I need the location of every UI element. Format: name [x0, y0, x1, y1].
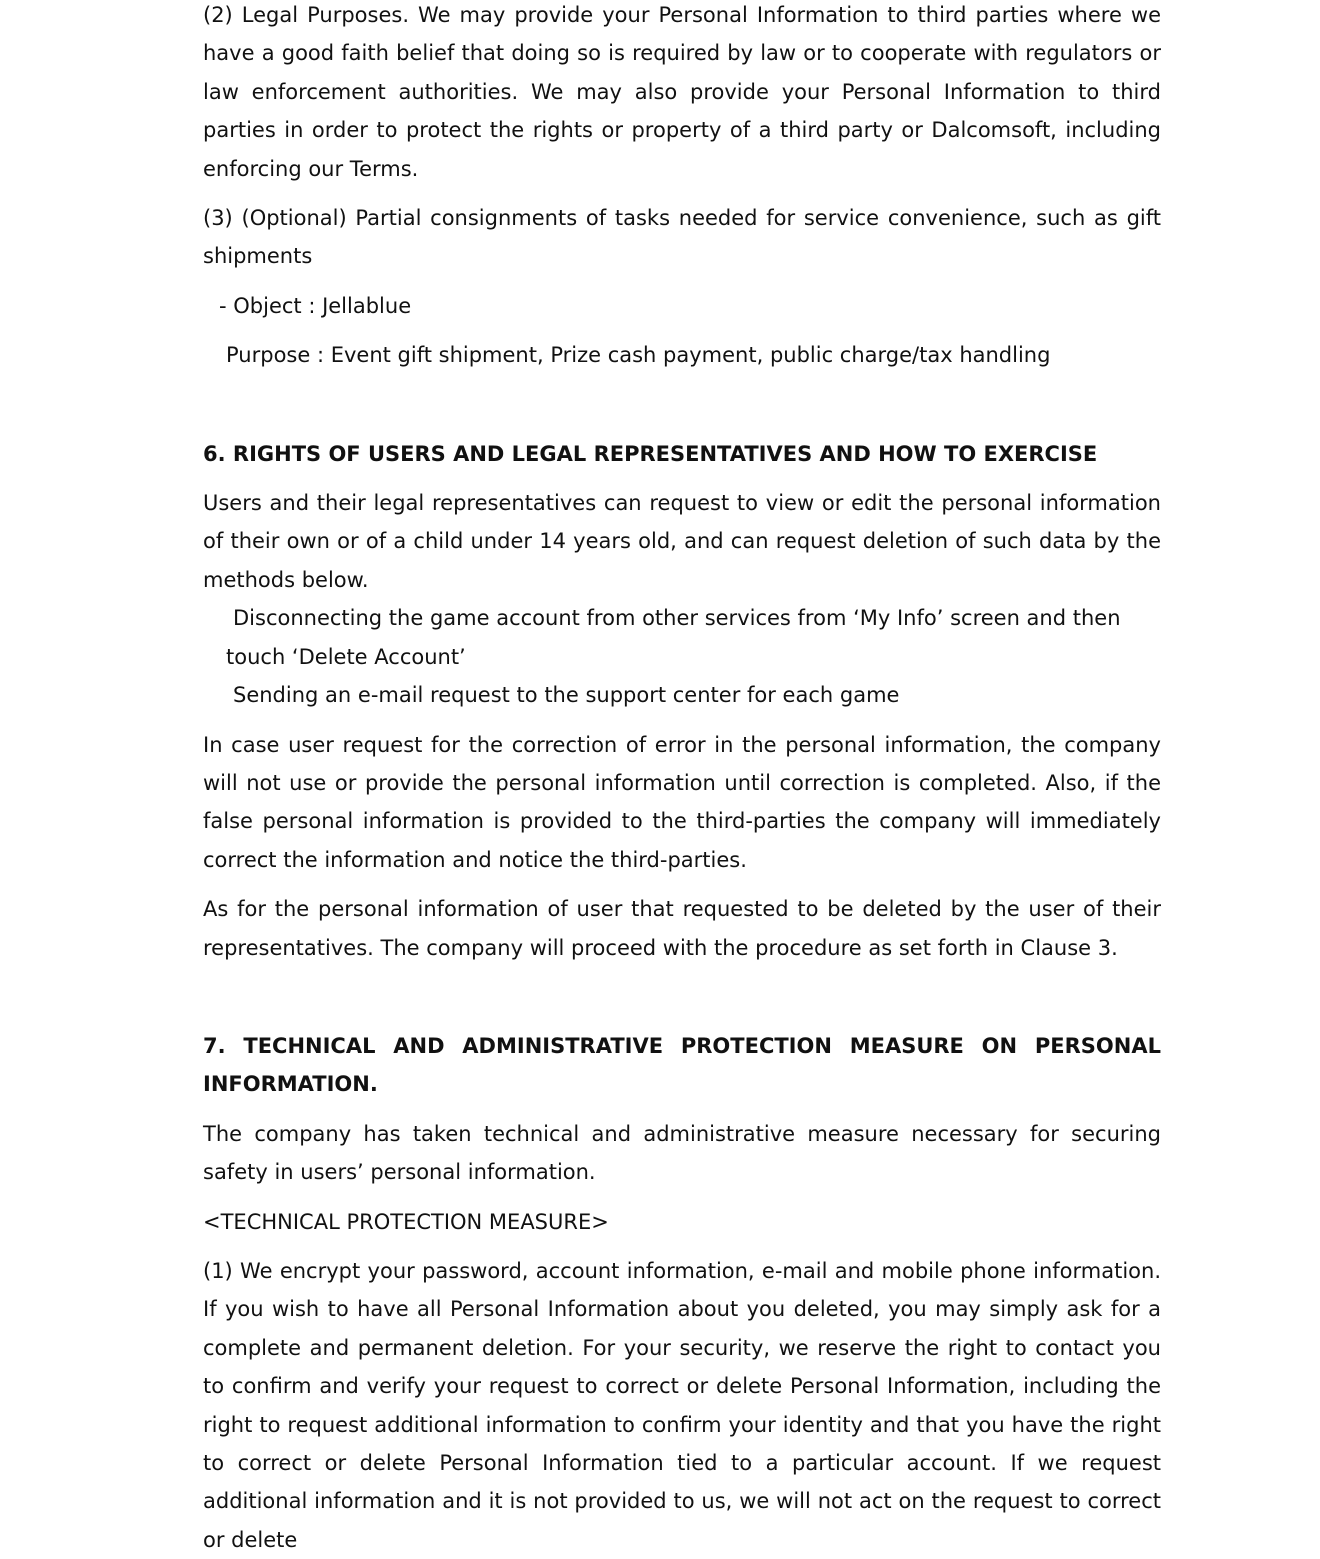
section-7-heading: 7. TECHNICAL AND ADMINISTRATIVE PROTECTION MEASURE ON PERSONAL INFORMATION. [203, 1033, 1161, 1097]
section-6-method-delete-account: Disconnecting the game account from other services from ‘My Info’ screen and then touch ‘Delete Account’ [226, 606, 1121, 669]
consignment-purpose: Purpose : Event gift shipment, Prize cash payment, public charge/tax handling [226, 343, 1051, 368]
consignment-object: - Object : Jellablue [219, 293, 412, 318]
section-6-correction: In case user request for the correction of error in the personal information, the company will not use or provide the personal information until correction is completed. Also, if the false personal information is provided to the third-parties the company will immediately correct the information and notice the third-parties. [203, 732, 1161, 872]
section-7-technical-subheading: <TECHNICAL PROTECTION MEASURE> [203, 1209, 609, 1234]
paragraph-legal-purposes: (2) Legal Purposes. We may provide your Personal Information to third parties where we have a good faith belief that doing so is required by law or to cooperate with regulators or law enforcement authorities. We may also provide your Personal Information to third parties in order to protect the rights or property of a third party or Dalcomsoft, including enforcing our Terms. [203, 3, 1161, 181]
section-7-intro: The company has taken technical and administrative measure necessary for securing safety in users’ personal information. [203, 1121, 1161, 1185]
section-6-deletion: As for the personal information of user that requested to be deleted by the user of their representatives. The company will proceed with the procedure as set forth in Clause 3. [203, 897, 1161, 960]
section-6-intro: Users and their legal representatives can request to view or edit the personal information of their own or of a child under 14 years old, and can request deletion of such data by the methods below. [203, 491, 1161, 592]
document-body [203, 0, 1161, 1559]
paragraph-optional-consignment: (3) (Optional) Partial consignments of tasks needed for service convenience, such as gift shipments [203, 206, 1161, 269]
section-7-item-1: (1) We encrypt your password, account information, e-mail and mobile phone information. If you wish to have all Personal Information about you deleted, you may simply ask for a complete and permanent deletion. For your security, we reserve the right to contact you to confirm and verify your request to correct or delete Personal Information, including the right to request additional information to confirm your identity and that you have the right to correct or delete Personal Information tied to a particular account. If we request additional information and it is not provided to us, we will not act on the request to correct or delete [203, 1258, 1161, 1552]
section-6-heading: 6. RIGHTS OF USERS AND LEGAL REPRESENTATIVES AND HOW TO EXERCISE [203, 441, 1098, 466]
section-6-method-email: Sending an e-mail request to the support center for each game [233, 683, 900, 708]
